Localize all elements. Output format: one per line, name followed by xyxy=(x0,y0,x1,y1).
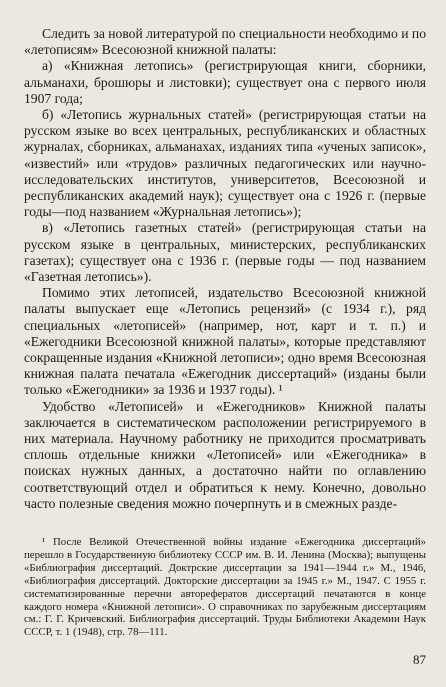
paragraph-item-a: а) «Книжная летопись» (регистрирующая книги, сборники, альманахи, брошюры и листовки); существует она с первого июля 1907 года; xyxy=(24,58,426,106)
footnote-text: ¹ После Великой Отечественной войны издание «Ежегодника диссертаций» перешло в Государственную библиотеку СССР им. В. И. Ленина (Москва); выпущены «Библиография диссертаций. Доктрские диссертации за 1941—1944 г.» М., 1946, «Библиография диссертаций. Докторские диссертации за 1945 г.» М., 1947. С 1955 г. систематизированные перечни авторефератов диссертаций печатаются в конце каждого номера «Книжной летописи». О справочниках по зарубежным диссертациям см.: Г. Г. Кричевский. Библиография диссертаций. Труды Библиотеки Академии Наук СССР, т. 1 (1948), стр. 78—111. xyxy=(24,536,426,639)
paragraph-convenience: Удобство «Летописей» и «Ежегодников» Книжной палаты заключается в систематическом расположении регистрируемого в них материала. Научному работнику не приходится просматривать сплошь отдельные книжки «Летописей» или «Ежегодника» в поисках нужных данных, а достаточно найти по оглавлению соответствующий отдел и обратиться к нему. Конечно, довольно часто полезные сведения можно почерпнуть и в смежных разде- xyxy=(24,398,426,511)
paragraph-item-b: б) «Летопись журнальных статей» (регистрирующая статьи на русском языке во всех центральных, республиканских и областных журналах, сборниках, альманахах, изданиях типа «ученых записок», «известий» или «трудов» различных педагогических или научно-исследовательских институтов, университетов, Всесоюзной и республиканских академий наук); существует она с 1926 г. (первые годы—под названием «Журнальная летопись»); xyxy=(24,107,426,220)
main-text xyxy=(24,26,426,512)
paragraph-item-v: в) «Летопись газетных статей» (регистрирующая статьи на русском языке в центральных, министерских, республиканских газетах); существует она с 1936 г. (первые годы — под названием «Газетная летопись»). xyxy=(24,220,426,285)
page-number: 87 xyxy=(413,652,426,667)
paragraph-other-publications: Помимо этих летописей, издательство Всесоюзной книжной палаты выпускает еще «Летопись рецензий» (с 1934 г.), ряд специальных «летописей» (например, нот, карт и т. п.) и «Ежегодники Всесоюзной книжной палаты», которые представляют сокращенные издания «Книжной летописи»; одно время Всесоюзная книжная палата печатала «Ежегодник диссертаций» (изданы были только «Ежегодники» за 1936 и 1937 годы). ¹ xyxy=(24,285,426,398)
footnote xyxy=(24,536,426,639)
paragraph-intro: Следить за новой литературой по специальности необходимо и по «летописям» Всесоюзной книжной палаты: xyxy=(24,26,426,58)
